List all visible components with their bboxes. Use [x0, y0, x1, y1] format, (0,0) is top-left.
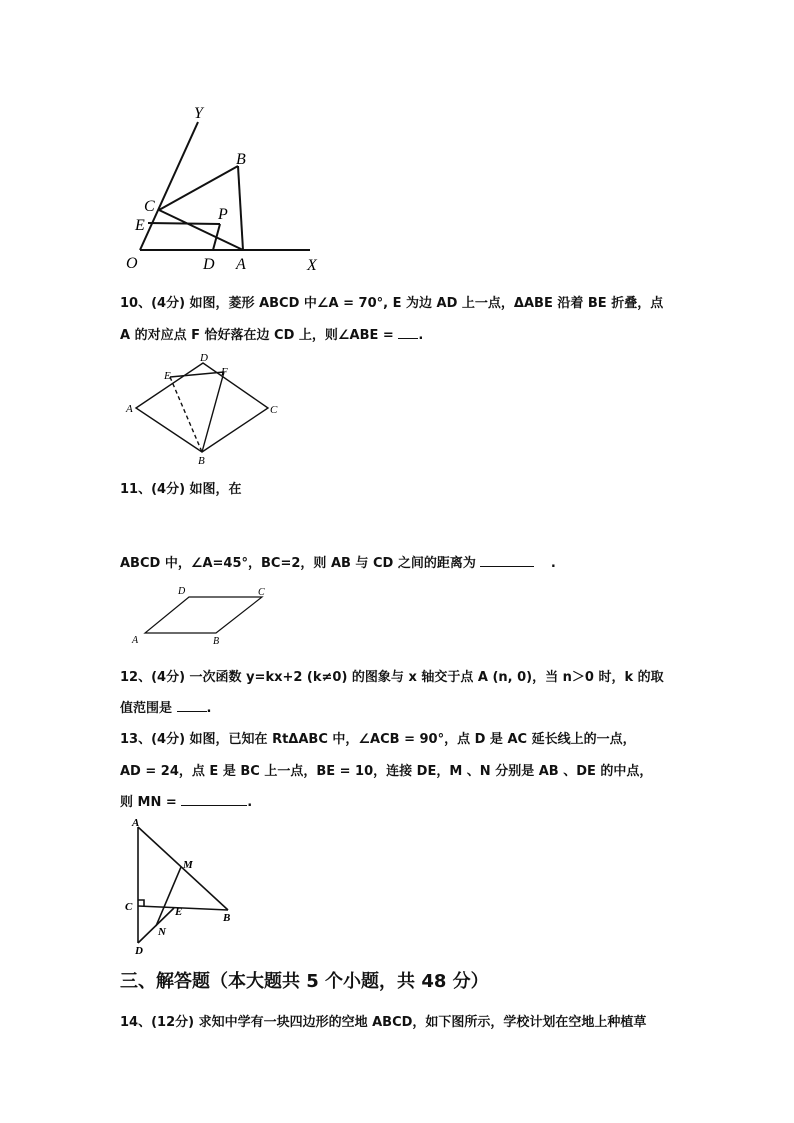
label-d: D [203, 256, 215, 273]
section-title-3: 三、解答题（本大题共 5 个小题，共 48 分） [120, 971, 489, 992]
para-label-d: D [178, 586, 186, 597]
question-12-line1: 12、(4分) 一次函数 y=kx+2 (k≠0) 的图象与 x 轴交于点 A (n, 0)，当 n＞0 时，k 的取 [120, 670, 664, 685]
tri-label-d: D [135, 945, 143, 957]
question-11-end: . [550, 556, 556, 571]
question-12-line2 [120, 697, 212, 716]
label-p: P [218, 206, 228, 223]
label-c: C [144, 198, 155, 215]
question-12-text: 值范围是 [120, 701, 173, 716]
figure-rhombus [120, 345, 285, 470]
question-14-line1: 14、(12分) 求知中学有一块四边形的空地 ABCD，如下图所示，学校计划在空地上种植草 [120, 1015, 647, 1030]
label-a: A [236, 256, 246, 273]
label-x: X [307, 257, 317, 274]
question-10-line2 [120, 324, 423, 343]
tri-label-n: N [158, 926, 166, 938]
question-11-text: ABCD 中，∠A=45°，BC=2，则 AB 与 CD 之间的距离为 [120, 556, 476, 571]
tri-label-b: B [223, 912, 231, 924]
figure-parallelogram [125, 582, 275, 647]
answer-blank-10 [398, 326, 418, 339]
rhombus-label-a: A [126, 403, 133, 415]
rhombus-label-b: B [198, 455, 205, 467]
tri-label-c: C [125, 901, 133, 913]
para-label-c: C [258, 587, 265, 598]
rhombus-label-d: D [200, 352, 208, 364]
answer-blank-11 [480, 554, 534, 567]
question-12-end: . [206, 701, 212, 716]
question-10-text: A 的对应点 F 恰好落在边 CD 上，则∠ABE = [120, 328, 394, 343]
question-13-line1: 13、(4分) 如图，已知在 RtΔABC 中，∠ACB = 90°，点 D 是 AC 延长线上的一点， [120, 732, 636, 747]
question-13-line2: AD = 24，点 E 是 BC 上一点，BE = 10，连接 DE，M 、N 分别是 AB 、DE 的中点， [120, 764, 653, 779]
tri-label-a: A [132, 817, 140, 829]
answer-blank-13 [181, 793, 247, 806]
para-label-b: B [213, 636, 220, 647]
figure-angle-xoy [110, 100, 340, 275]
question-10-line1: 10、(4分) 如图，菱形 ABCD 中∠A = 70°, E 为边 AD 上一点，ΔABE 沿着 BE 折叠，点 [120, 296, 664, 311]
label-b: B [236, 151, 246, 168]
tri-label-e: E [175, 906, 183, 918]
rhombus-label-c: C [270, 404, 278, 416]
rhombus-label-e: E [164, 370, 171, 382]
question-13-end: . [247, 795, 253, 810]
figure-right-triangle [118, 815, 248, 957]
question-13-line3 [120, 791, 252, 810]
tri-label-m: M [183, 859, 193, 871]
question-11-line2 [120, 552, 556, 571]
rhombus-label-f: F [221, 366, 228, 378]
label-e: E [135, 217, 145, 234]
question-13-text: 则 MN = [120, 795, 177, 810]
question-10-end: . [418, 328, 424, 343]
label-y: Y [194, 105, 203, 122]
answer-blank-12 [177, 699, 207, 712]
question-11-line1: 11、(4分) 如图，在 [120, 482, 242, 497]
label-o: O [126, 255, 138, 272]
para-label-a: A [132, 635, 139, 646]
